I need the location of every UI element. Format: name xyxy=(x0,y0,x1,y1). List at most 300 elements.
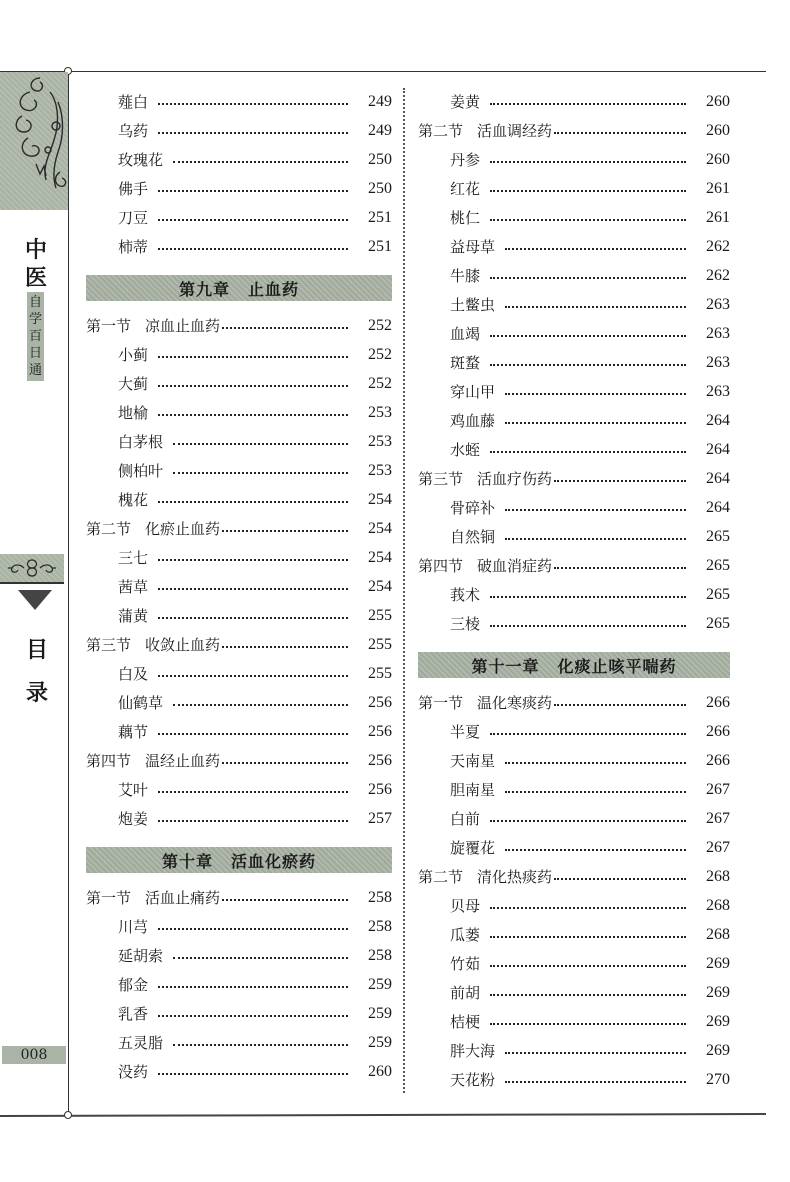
dot-leader xyxy=(158,219,348,221)
section-name: 温经止血药 xyxy=(145,752,221,770)
toc-item-entry[interactable] xyxy=(418,435,730,464)
toc-item-entry[interactable] xyxy=(418,493,730,522)
item-name: 自然铜 xyxy=(418,526,505,547)
toc-item-entry[interactable] xyxy=(418,145,730,174)
item-name: 蒲黄 xyxy=(86,605,158,626)
dot-leader xyxy=(490,820,686,822)
item-name: 大蓟 xyxy=(86,373,158,394)
section-number: 第二节 xyxy=(418,868,464,886)
toc-item-entry[interactable] xyxy=(418,522,730,551)
page-ref: 251 xyxy=(368,237,392,255)
dot-leader xyxy=(222,899,348,901)
toc-item-entry[interactable] xyxy=(86,456,392,485)
page-ref: 265 xyxy=(706,585,730,603)
dot-leader xyxy=(554,132,686,134)
toc-item-entry[interactable] xyxy=(86,804,392,833)
book-title xyxy=(22,236,50,292)
item-name: 没药 xyxy=(86,1061,158,1082)
chapter-title: 活血化瘀药 xyxy=(231,851,317,871)
toc-item-entry[interactable] xyxy=(418,87,730,116)
page-ref: 260 xyxy=(368,1062,392,1080)
section-name: 凉血止血药 xyxy=(145,317,221,335)
item-name: 侧柏叶 xyxy=(86,460,173,481)
dot-leader xyxy=(158,132,348,134)
toc-item-group xyxy=(86,87,392,261)
bottom-rule xyxy=(0,1113,766,1117)
page-ref: 268 xyxy=(706,867,730,885)
scroll-ornament-icon xyxy=(0,554,64,584)
page-ref: 268 xyxy=(706,925,730,943)
section-title xyxy=(86,315,222,336)
section-name: 活血止痛药 xyxy=(145,889,221,907)
toc-left-column xyxy=(86,87,392,1086)
toc-item-entry[interactable] xyxy=(418,580,730,609)
page-ref: 256 xyxy=(368,751,392,769)
toc-item-entry[interactable] xyxy=(86,203,392,232)
toc-section-entry[interactable] xyxy=(86,630,392,659)
toc-item-entry[interactable] xyxy=(86,369,392,398)
section-title xyxy=(418,866,554,887)
page-ref: 256 xyxy=(368,693,392,711)
column-divider xyxy=(403,88,405,1093)
page-ref: 266 xyxy=(706,693,730,711)
item-name: 贝母 xyxy=(418,895,490,916)
toc-item-entry[interactable] xyxy=(418,891,730,920)
toc-item-entry[interactable] xyxy=(86,543,392,572)
page-ref: 269 xyxy=(706,954,730,972)
item-name: 佛手 xyxy=(86,178,158,199)
item-name: 槐花 xyxy=(86,489,158,510)
dot-leader xyxy=(505,248,686,250)
toc-item-entry[interactable] xyxy=(418,746,730,775)
dot-leader xyxy=(158,248,348,250)
item-name: 玫瑰花 xyxy=(86,149,173,170)
toc-item-entry[interactable] xyxy=(418,949,730,978)
page-ref: 253 xyxy=(368,403,392,421)
section-title xyxy=(418,692,554,713)
page-ref: 251 xyxy=(368,208,392,226)
toc-item-entry[interactable] xyxy=(86,145,392,174)
section-title xyxy=(86,887,222,908)
page-ref: 250 xyxy=(368,150,392,168)
section-name: 清化热痰药 xyxy=(477,868,553,886)
dot-leader xyxy=(490,335,686,337)
page-ref: 270 xyxy=(706,1070,730,1088)
item-name: 桔梗 xyxy=(418,1011,490,1032)
toc-item-entry[interactable] xyxy=(86,912,392,941)
item-name: 炮姜 xyxy=(86,808,158,829)
item-name: 鸡血藤 xyxy=(418,410,505,431)
section-label-char: 目 xyxy=(26,637,49,663)
toc-item-entry[interactable] xyxy=(86,398,392,427)
toc-section-entry[interactable] xyxy=(86,311,392,340)
dot-leader xyxy=(505,393,686,395)
toc-item-entry[interactable] xyxy=(86,688,392,717)
section-title xyxy=(418,555,554,576)
dot-leader xyxy=(505,791,686,793)
dot-leader xyxy=(505,762,686,764)
toc-item-entry[interactable] xyxy=(418,609,730,638)
book-title-char: 中 xyxy=(24,237,47,263)
item-name: 半夏 xyxy=(418,721,490,742)
item-name: 地榆 xyxy=(86,402,158,423)
toc-item-entry[interactable] xyxy=(418,290,730,319)
page-ref: 269 xyxy=(706,983,730,1001)
toc-item-entry[interactable] xyxy=(86,1028,392,1057)
toc-section-entry[interactable] xyxy=(86,514,392,543)
dot-leader xyxy=(490,907,686,909)
item-name: 桃仁 xyxy=(418,207,490,228)
page-ref: 259 xyxy=(368,975,392,993)
section-number: 第四节 xyxy=(86,752,132,770)
dot-leader xyxy=(490,733,686,735)
page-ref: 258 xyxy=(368,946,392,964)
book-subtitle-char: 学 xyxy=(28,312,42,327)
item-name: 穿山甲 xyxy=(418,381,505,402)
toc-item-entry[interactable] xyxy=(418,319,730,348)
dot-leader xyxy=(173,957,348,959)
page-ref: 257 xyxy=(368,809,392,827)
toc-item-entry[interactable] xyxy=(418,348,730,377)
page-ref: 267 xyxy=(706,780,730,798)
page-ref: 267 xyxy=(706,838,730,856)
page-number: 008 xyxy=(2,1046,66,1064)
chapter-sections xyxy=(418,116,730,638)
item-name: 益母草 xyxy=(418,236,505,257)
chapter-heading[interactable] xyxy=(86,275,392,301)
page-ref: 268 xyxy=(706,896,730,914)
item-name: 茜草 xyxy=(86,576,158,597)
chapter-number: 第十章 xyxy=(161,851,213,871)
dragon-ornament-icon xyxy=(0,72,68,210)
toc-item-entry[interactable] xyxy=(86,775,392,804)
toc-item-entry[interactable] xyxy=(418,1065,730,1094)
toc-item-entry[interactable] xyxy=(86,970,392,999)
page-ref: 265 xyxy=(706,614,730,632)
page-ref: 264 xyxy=(706,411,730,429)
page-ref: 264 xyxy=(706,469,730,487)
page-ref: 258 xyxy=(368,888,392,906)
item-name: 竹茹 xyxy=(418,953,490,974)
toc-item-group xyxy=(418,87,730,116)
page-ref: 254 xyxy=(368,519,392,537)
toc-item-entry[interactable] xyxy=(418,833,730,862)
page-ref: 265 xyxy=(706,556,730,574)
section-name: 收敛止血药 xyxy=(145,636,221,654)
dot-leader xyxy=(505,509,686,511)
item-name: 白及 xyxy=(86,663,158,684)
item-name: 三七 xyxy=(86,547,158,568)
page-ref: 253 xyxy=(368,432,392,450)
item-name: 藕节 xyxy=(86,721,158,742)
chapter-title: 化痰止咳平喘药 xyxy=(557,656,677,676)
dot-leader xyxy=(490,965,686,967)
page-ref: 256 xyxy=(368,722,392,740)
dot-leader xyxy=(158,103,348,105)
chapter-sections xyxy=(86,883,392,1086)
dot-leader xyxy=(222,530,348,532)
item-name: 牛膝 xyxy=(418,265,490,286)
chapter-number: 第十一章 xyxy=(471,656,540,676)
toc-section-entry[interactable] xyxy=(418,688,730,717)
dot-leader xyxy=(490,451,686,453)
dot-leader xyxy=(158,190,348,192)
item-name: 延胡索 xyxy=(86,945,173,966)
toc-item-entry[interactable] xyxy=(86,659,392,688)
toc-right-column xyxy=(418,87,730,1094)
dot-leader xyxy=(222,762,348,764)
dot-leader xyxy=(173,1044,348,1046)
dot-leader xyxy=(158,986,348,988)
section-title xyxy=(86,518,222,539)
page-ref: 254 xyxy=(368,490,392,508)
toc-item-entry[interactable] xyxy=(418,775,730,804)
dot-leader xyxy=(505,1081,686,1083)
page-ref: 269 xyxy=(706,1012,730,1030)
page-ref: 252 xyxy=(368,316,392,334)
section-title xyxy=(418,120,554,141)
dot-leader xyxy=(158,617,348,619)
page-ref: 265 xyxy=(706,527,730,545)
item-name: 乌药 xyxy=(86,120,158,141)
section-number: 第一节 xyxy=(86,889,132,907)
spine-rule xyxy=(68,71,69,1116)
section-label-char: 录 xyxy=(26,680,49,706)
toc-item-entry[interactable] xyxy=(86,232,392,261)
dot-leader xyxy=(173,443,348,445)
item-name: 川芎 xyxy=(86,916,158,937)
page-ref: 249 xyxy=(368,92,392,110)
item-name: 天花粉 xyxy=(418,1069,505,1090)
section-title xyxy=(418,468,554,489)
item-name: 莪术 xyxy=(418,584,490,605)
dot-leader xyxy=(173,704,348,706)
toc-item-entry[interactable] xyxy=(418,203,730,232)
toc-item-entry[interactable] xyxy=(86,941,392,970)
page-ref: 264 xyxy=(706,498,730,516)
item-name: 郁金 xyxy=(86,974,158,995)
section-number: 第一节 xyxy=(86,317,132,335)
section-name: 活血调经药 xyxy=(477,122,553,140)
dot-leader xyxy=(490,161,686,163)
section-number: 第一节 xyxy=(418,694,464,712)
toc-item-entry[interactable] xyxy=(86,174,392,203)
dot-leader xyxy=(505,422,686,424)
toc-item-entry[interactable] xyxy=(86,601,392,630)
rule-knob-bottom xyxy=(64,1111,72,1119)
toc-section-entry[interactable] xyxy=(418,862,730,891)
item-name: 三棱 xyxy=(418,613,490,634)
section-title xyxy=(86,634,222,655)
page-ref: 255 xyxy=(368,664,392,682)
dot-leader xyxy=(490,219,686,221)
page-ref: 263 xyxy=(706,324,730,342)
dot-leader xyxy=(490,364,686,366)
section-name: 温化寒痰药 xyxy=(477,694,553,712)
page-ref: 262 xyxy=(706,237,730,255)
toc-section-entry[interactable] xyxy=(418,464,730,493)
dot-leader xyxy=(490,103,686,105)
dot-leader xyxy=(505,1052,686,1054)
dot-leader xyxy=(490,1023,686,1025)
dot-leader xyxy=(505,306,686,308)
page-ref: 261 xyxy=(706,208,730,226)
dot-leader xyxy=(173,161,348,163)
book-subtitle xyxy=(27,292,44,381)
page-ref: 253 xyxy=(368,461,392,479)
dot-leader xyxy=(158,588,348,590)
dot-leader xyxy=(158,1015,348,1017)
item-name: 土鳖虫 xyxy=(418,294,505,315)
item-name: 骨碎补 xyxy=(418,497,505,518)
toc-item-entry[interactable] xyxy=(418,377,730,406)
toc-item-entry[interactable] xyxy=(418,261,730,290)
dot-leader xyxy=(490,625,686,627)
dot-leader xyxy=(158,733,348,735)
dot-leader xyxy=(158,559,348,561)
book-subtitle-char: 通 xyxy=(28,363,42,378)
section-number: 第四节 xyxy=(418,557,464,575)
section-name: 破血消症药 xyxy=(477,557,553,575)
toc-item-entry[interactable] xyxy=(86,1057,392,1086)
chapter-heading[interactable] xyxy=(418,652,730,678)
triangle-marker-icon xyxy=(18,590,52,610)
toc-section-entry[interactable] xyxy=(418,116,730,145)
page-ref: 250 xyxy=(368,179,392,197)
dot-leader xyxy=(158,675,348,677)
section-number: 第三节 xyxy=(86,636,132,654)
item-name: 柿蒂 xyxy=(86,236,158,257)
dot-leader xyxy=(554,878,686,880)
page-ref: 260 xyxy=(706,92,730,110)
dot-leader xyxy=(173,472,348,474)
item-name: 白前 xyxy=(418,808,490,829)
toc-item-entry[interactable] xyxy=(418,406,730,435)
section-number: 第二节 xyxy=(86,520,132,538)
item-name: 姜黄 xyxy=(418,91,490,112)
toc-item-entry[interactable] xyxy=(86,116,392,145)
page-ref: 256 xyxy=(368,780,392,798)
page-ref: 266 xyxy=(706,751,730,769)
toc-section-entry[interactable] xyxy=(86,746,392,775)
dot-leader xyxy=(222,646,348,648)
dot-leader xyxy=(490,936,686,938)
toc-item-entry[interactable] xyxy=(418,978,730,1007)
book-title-char: 医 xyxy=(24,265,47,291)
toc-item-entry[interactable] xyxy=(418,232,730,261)
section-number: 第二节 xyxy=(418,122,464,140)
page-ref: 254 xyxy=(368,548,392,566)
page-ref: 263 xyxy=(706,382,730,400)
dot-leader xyxy=(158,791,348,793)
toc-item-entry[interactable] xyxy=(86,427,392,456)
page-ref: 264 xyxy=(706,440,730,458)
item-name: 前胡 xyxy=(418,982,490,1003)
dot-leader xyxy=(490,190,686,192)
page-ref: 266 xyxy=(706,722,730,740)
page-ref: 269 xyxy=(706,1041,730,1059)
page-ref: 254 xyxy=(368,577,392,595)
page-ref: 260 xyxy=(706,150,730,168)
page-ref: 258 xyxy=(368,917,392,935)
toc-item-entry[interactable] xyxy=(418,174,730,203)
item-name: 瓜蒌 xyxy=(418,924,490,945)
dot-leader xyxy=(158,414,348,416)
top-rule xyxy=(0,71,766,72)
toc-item-entry[interactable] xyxy=(418,717,730,746)
dot-leader xyxy=(505,538,686,540)
toc-item-entry[interactable] xyxy=(418,804,730,833)
page-ref: 262 xyxy=(706,266,730,284)
toc-item-entry[interactable] xyxy=(86,485,392,514)
dot-leader xyxy=(490,994,686,996)
item-name: 斑蝥 xyxy=(418,352,490,373)
item-name: 胆南星 xyxy=(418,779,505,800)
dot-leader xyxy=(158,356,348,358)
dot-leader xyxy=(158,501,348,503)
dot-leader xyxy=(222,327,348,329)
item-name: 丹参 xyxy=(418,149,490,170)
item-name: 小蓟 xyxy=(86,344,158,365)
toc-item-entry[interactable] xyxy=(418,920,730,949)
page-ref: 252 xyxy=(368,345,392,363)
page-ref: 263 xyxy=(706,353,730,371)
dot-leader xyxy=(554,704,686,706)
toc-item-entry[interactable] xyxy=(86,717,392,746)
page-ref: 259 xyxy=(368,1033,392,1051)
page-ref: 267 xyxy=(706,809,730,827)
item-name: 刀豆 xyxy=(86,207,158,228)
item-name: 胖大海 xyxy=(418,1040,505,1061)
dot-leader xyxy=(158,385,348,387)
toc-section-entry[interactable] xyxy=(418,551,730,580)
toc-item-entry[interactable] xyxy=(418,1036,730,1065)
book-subtitle-char: 日 xyxy=(28,346,42,361)
dot-leader xyxy=(158,928,348,930)
item-name: 血竭 xyxy=(418,323,490,344)
chapter-title: 止血药 xyxy=(248,279,300,299)
page-ref: 259 xyxy=(368,1004,392,1022)
page-ref: 263 xyxy=(706,295,730,313)
toc-item-entry[interactable] xyxy=(86,572,392,601)
dot-leader xyxy=(490,596,686,598)
chapter-sections xyxy=(418,688,730,1094)
chapter-number: 第九章 xyxy=(178,279,230,299)
page-ref: 260 xyxy=(706,121,730,139)
item-name: 水蛭 xyxy=(418,439,490,460)
dot-leader xyxy=(554,567,686,569)
item-name: 艾叶 xyxy=(86,779,158,800)
item-name: 五灵脂 xyxy=(86,1032,173,1053)
page-ref: 255 xyxy=(368,606,392,624)
page-ref: 249 xyxy=(368,121,392,139)
chapter-heading[interactable] xyxy=(86,847,392,873)
toc-item-entry[interactable] xyxy=(86,999,392,1028)
toc-item-entry[interactable] xyxy=(86,340,392,369)
item-name: 红花 xyxy=(418,178,490,199)
item-name: 天南星 xyxy=(418,750,505,771)
dot-leader xyxy=(490,277,686,279)
item-name: 白茅根 xyxy=(86,431,173,452)
toc-section-entry[interactable] xyxy=(86,883,392,912)
page-ref: 261 xyxy=(706,179,730,197)
section-title xyxy=(86,750,222,771)
item-name: 旋覆花 xyxy=(418,837,505,858)
toc-item-entry[interactable] xyxy=(86,87,392,116)
section-number: 第三节 xyxy=(418,470,464,488)
toc-item-entry[interactable] xyxy=(418,1007,730,1036)
chapter-sections xyxy=(86,311,392,833)
